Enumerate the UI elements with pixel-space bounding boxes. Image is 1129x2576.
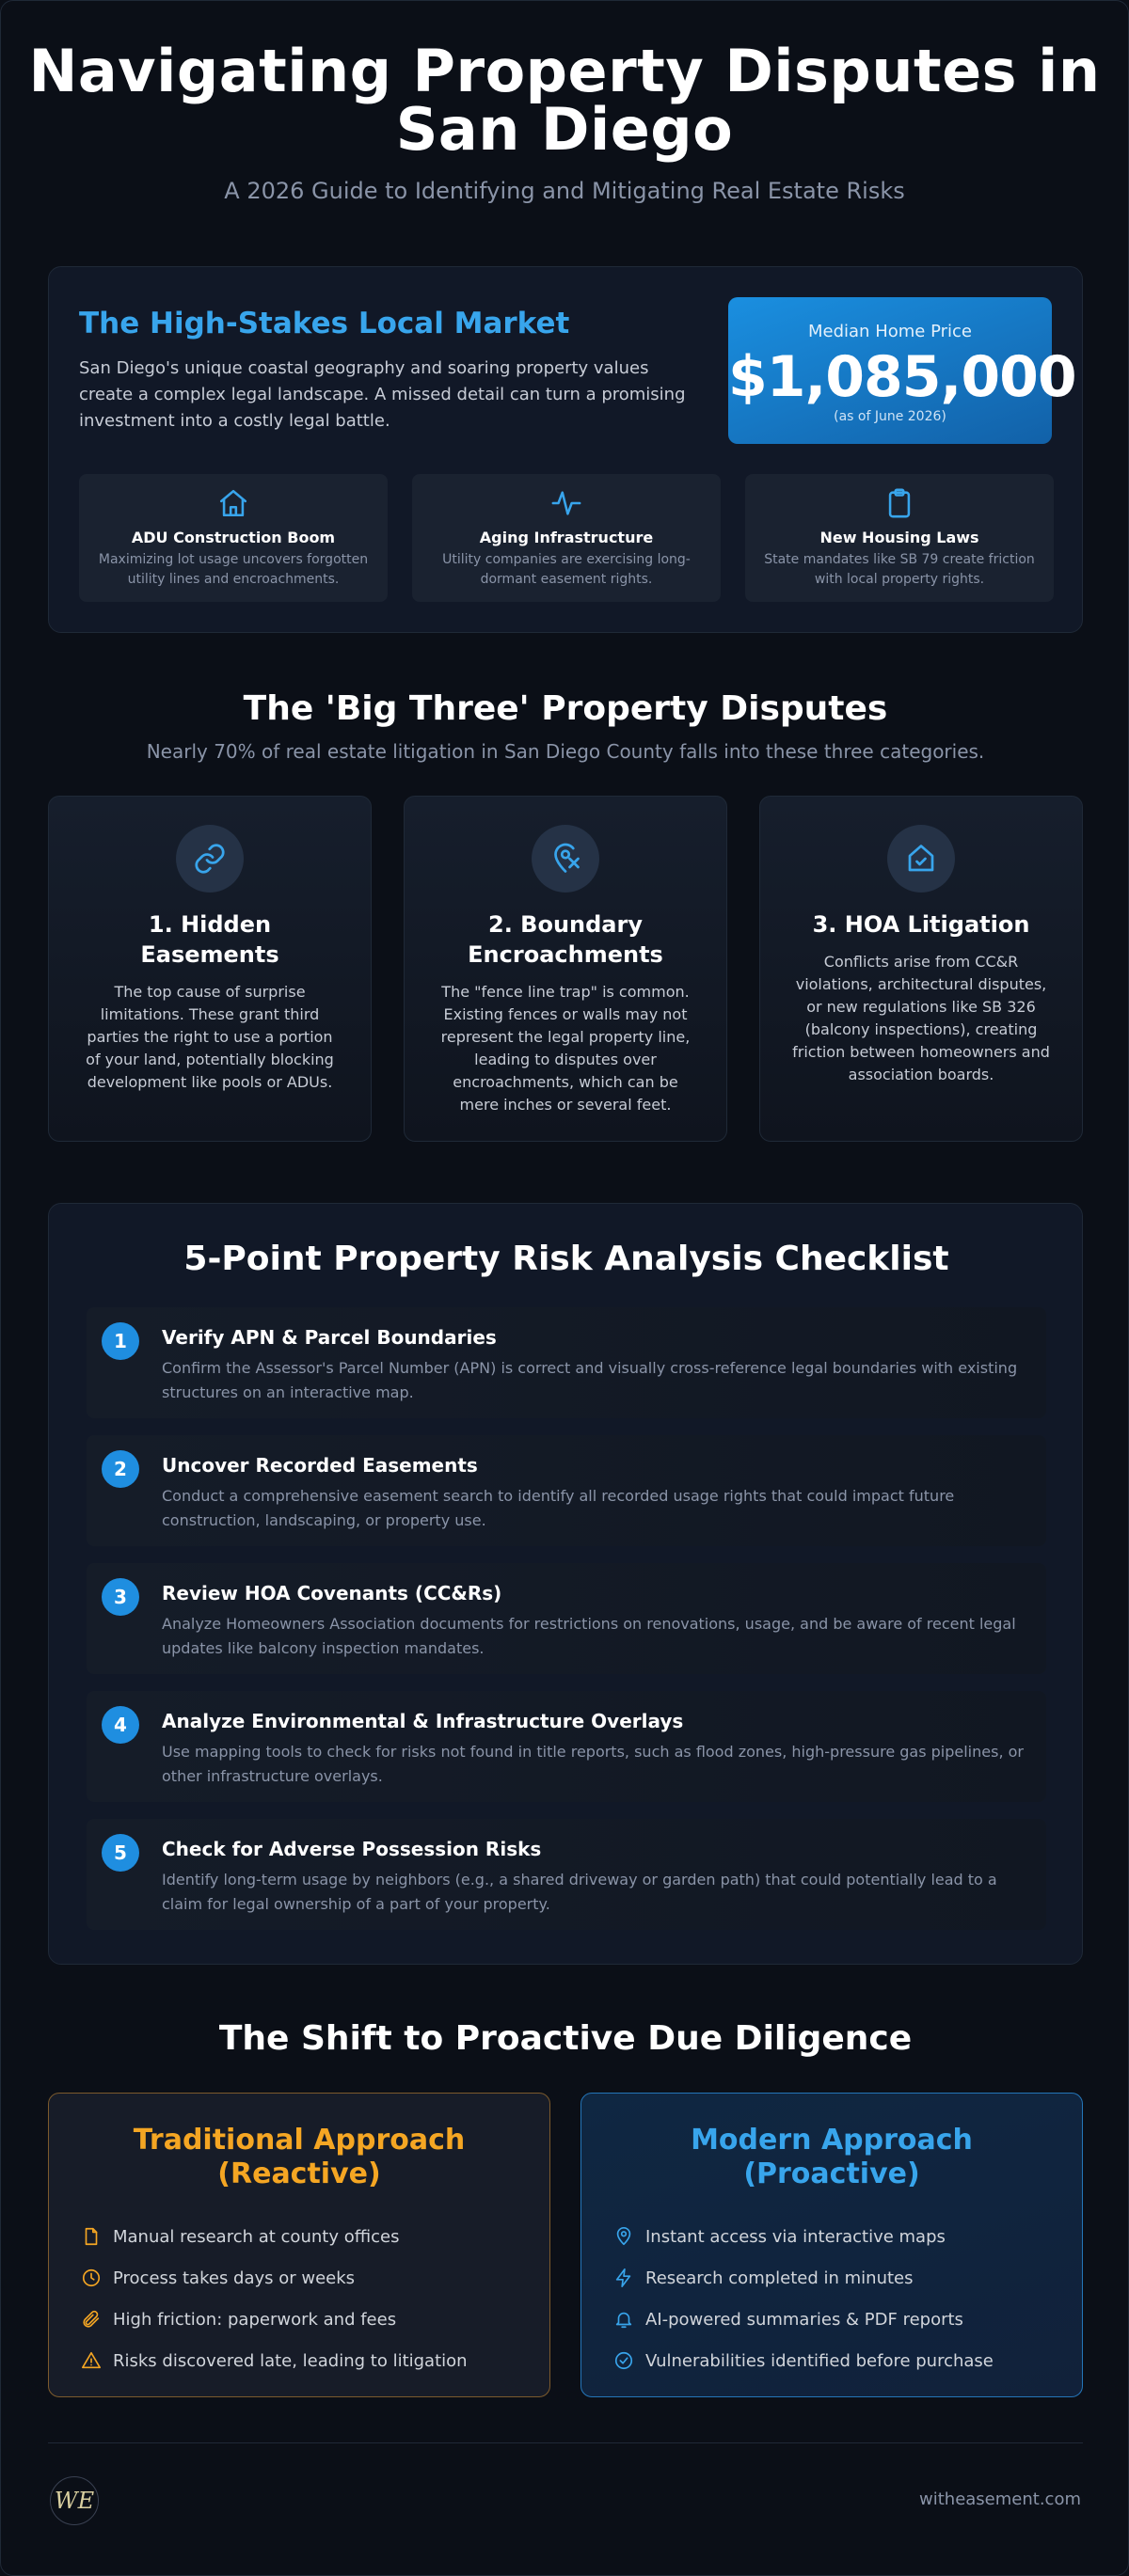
checklist-number-badge: 4	[102, 1706, 139, 1744]
list-item	[613, 2299, 1082, 2340]
checklist-number-badge: 2	[102, 1450, 139, 1488]
dispute-desc: The "fence line trap" is common. Existing fences or walls may not represent the legal property line, leading to disputes over encroachments, which can be mere inches or several feet.	[440, 983, 691, 1114]
home-icon	[217, 487, 249, 519]
median-price-date: (as of June 2026)	[834, 409, 946, 424]
list-item-text: Manual research at county offices	[113, 2226, 400, 2247]
checklist-item-title: Verify APN & Parcel Boundaries	[162, 1326, 497, 1349]
brand-logo-text: WE	[54, 2488, 95, 2514]
big-three-subtitle: Nearly 70% of real estate litigation in San Diego County falls into these three categories.	[146, 740, 985, 763]
checklist-item-desc: Confirm the Assessor's Parcel Number (APN) is correct and visually cross-reference legal boundaries with existing structures on an interactive map.	[162, 1359, 1018, 1401]
big-three-title: The 'Big Three' Property Disputes	[243, 689, 888, 728]
dispute-icon-circle	[887, 825, 955, 893]
checklist-panel	[48, 1203, 1083, 1965]
list-item-text: AI-powered summaries & PDF reports	[645, 2309, 963, 2330]
factor-card-housing-laws	[745, 474, 1054, 602]
checklist-number-badge: 5	[102, 1834, 139, 1872]
checklist-number-badge: 1	[102, 1322, 139, 1360]
median-price-label: Median Home Price	[808, 322, 972, 341]
factor-card-adu	[79, 474, 388, 602]
pulse-icon	[550, 487, 582, 519]
factor-title: ADU Construction Boom	[131, 529, 336, 546]
modern-approach-list	[581, 2216, 1082, 2381]
dispute-card-encroachments	[404, 796, 727, 1142]
checklist-item	[87, 1691, 1046, 1802]
checklist-number-badge: 3	[102, 1578, 139, 1616]
brand-logo[interactable]	[50, 2476, 99, 2525]
checklist-item-desc: Conduct a comprehensive easement search to identify all recorded usage rights that could impact future construction, landscaping, or property use.	[162, 1487, 955, 1529]
list-item-text: Research completed in minutes	[645, 2268, 914, 2288]
list-item	[613, 2216, 1082, 2257]
page-title-line2: San Diego	[395, 95, 734, 164]
clock-icon	[81, 2268, 102, 2288]
checklist-item	[87, 1563, 1046, 1674]
list-item-text: Risks discovered late, leading to litigation	[113, 2350, 468, 2371]
list-item-text: Vulnerabilities identified before purchase	[645, 2350, 994, 2371]
dispute-card-hoa	[759, 796, 1083, 1142]
checklist-item	[87, 1819, 1046, 1930]
page-title-line1: Navigating Property Disputes in	[28, 37, 1101, 105]
checklist-item	[87, 1307, 1046, 1418]
market-description: San Diego's unique coastal geography and soaring property values create a complex legal landscape. A missed detail can turn a promising investment into a costly legal battle.	[79, 358, 686, 431]
checklist-item-desc: Analyze Homeowners Association documents for restrictions on renovations, usage, and be aware of recent legal updates like balcony inspection mandates.	[162, 1615, 1016, 1657]
list-item	[613, 2257, 1082, 2299]
link-icon	[193, 842, 227, 876]
dispute-icon-circle	[532, 825, 599, 893]
website-link[interactable]: witheasement.com	[919, 2489, 1081, 2509]
document-icon	[81, 2226, 102, 2247]
factor-title: New Housing Laws	[819, 529, 979, 546]
bell-icon	[613, 2309, 634, 2330]
checklist-item-title: Uncover Recorded Easements	[162, 1454, 478, 1477]
map-pin-cross-icon	[549, 842, 582, 876]
modern-approach-card	[580, 2093, 1083, 2397]
checklist-item-desc: Use mapping tools to check for risks not found in title reports, such as flood zones, high-pressure gas pipelines, or other infrastructure overlays.	[162, 1743, 1024, 1785]
checklist-item-title: Check for Adverse Possession Risks	[162, 1838, 542, 1860]
list-item	[81, 2257, 549, 2299]
list-item	[81, 2340, 549, 2381]
footer-divider	[48, 2442, 1083, 2443]
factor-desc: Utility companies are exercising long-dormant easement rights.	[442, 552, 691, 587]
factor-card-infrastructure	[412, 474, 721, 602]
list-item-text: High friction: paperwork and fees	[113, 2309, 397, 2330]
dispute-desc: The top cause of surprise limitations. These grant third parties the right to use a portion of your land, potentially blocking development like pools or ADUs.	[86, 983, 334, 1091]
paperclip-icon	[81, 2309, 102, 2330]
median-price-value: $1,085,000	[728, 344, 1076, 410]
dispute-icon-circle	[176, 825, 244, 893]
market-panel	[48, 266, 1083, 633]
dispute-title: 2. Boundary Encroachments	[468, 911, 663, 968]
modern-approach-title: Modern Approach (Proactive)	[691, 2124, 973, 2190]
checklist-item-title: Review HOA Covenants (CC&Rs)	[162, 1582, 502, 1604]
dispute-title: 1. Hidden Easements	[140, 911, 279, 968]
checklist-item	[87, 1435, 1046, 1546]
page-title	[1, 37, 1128, 164]
dispute-desc: Conflicts arise from CC&R violations, architectural disputes, or new regulations like SB 326 (balcony inspections), creating friction between homeowners and association boards.	[792, 953, 1050, 1083]
list-item-text: Process takes days or weeks	[113, 2268, 356, 2288]
house-check-icon	[904, 842, 938, 876]
list-item	[613, 2340, 1082, 2381]
clipboard-icon	[883, 487, 915, 519]
checklist-item-title: Analyze Environmental & Infrastructure Overlays	[162, 1710, 684, 1732]
factor-title: Aging Infrastructure	[479, 529, 654, 546]
checklist-title: 5-Point Property Risk Analysis Checklist	[183, 1240, 949, 1278]
dispute-title: 3. HOA Litigation	[812, 911, 1030, 938]
dispute-card-easements	[48, 796, 372, 1142]
median-price-box	[728, 297, 1076, 444]
market-title: The High-Stakes Local Market	[79, 307, 570, 340]
checklist-item-desc: Identify long-term usage by neighbors (e.g., a shared driveway or garden path) that could potentially lead to a claim for legal ownership of a part of your property.	[162, 1871, 997, 1913]
factor-desc: Maximizing lot usage uncovers forgotten utility lines and encroachments.	[98, 552, 369, 587]
shift-title: The Shift to Proactive Due Diligence	[218, 2019, 913, 2058]
traditional-approach-title: Traditional Approach (Reactive)	[133, 2124, 466, 2190]
warning-icon	[81, 2350, 102, 2371]
list-item	[81, 2216, 549, 2257]
map-pin-icon	[613, 2226, 634, 2247]
traditional-approach-list	[49, 2216, 549, 2381]
traditional-approach-card	[48, 2093, 550, 2397]
list-item-text: Instant access via interactive maps	[645, 2226, 946, 2247]
factor-desc: State mandates like SB 79 create friction with local property rights.	[764, 552, 1035, 587]
list-item	[81, 2299, 549, 2340]
lightning-icon	[613, 2268, 634, 2288]
check-circle-icon	[613, 2350, 634, 2371]
hero-header	[1, 1, 1128, 204]
page-subtitle: A 2026 Guide to Identifying and Mitigating Real Estate Risks	[224, 178, 905, 204]
